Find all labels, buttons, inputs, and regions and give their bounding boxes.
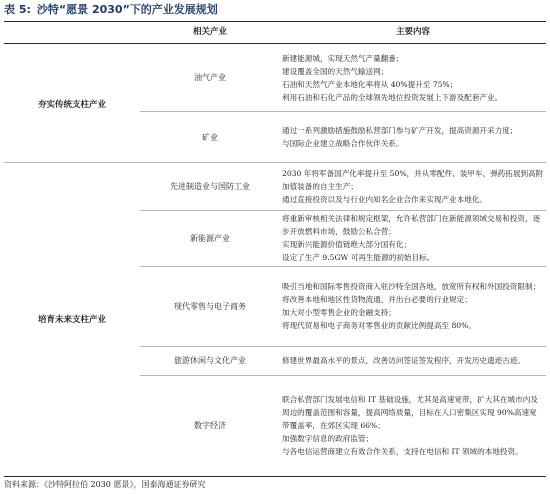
content-line: 加大对小型零售企业的金融支持； bbox=[282, 308, 396, 317]
content-digital-economy bbox=[282, 376, 544, 475]
sub-tourism-culture: 旅游休闲与文化产业 bbox=[174, 356, 246, 365]
content-line: 加强数字信息的政府监管； bbox=[282, 434, 374, 443]
category-future-pillar: 培育未来支柱产业 bbox=[37, 315, 106, 325]
content-retail-ecommerce bbox=[282, 267, 544, 345]
content-line: 将重新审核相关法律和规定框架，允许私营部门在新能源领域交易和投资，逐步开放燃料市场，鼓励公私合营； bbox=[282, 214, 541, 236]
sub-retail-ecommerce: 现代零售与电子商务 bbox=[174, 301, 246, 311]
content-oil-gas bbox=[282, 45, 544, 110]
header-sub-industry: 相关产业 bbox=[192, 27, 227, 37]
content-line: 将现代贸易和电子商务对零售业的贡献比例提高至 80%。 bbox=[282, 321, 476, 330]
content-line: 实现新兴能源价值链绝大部分国有化； bbox=[282, 240, 412, 249]
sub-advanced-manufacturing: 先进制造业与国防工业 bbox=[170, 182, 250, 191]
content-line: 吸引当地和国际零售投资商入驻沙特全国各地，放宽所有权和外国投资限制； bbox=[282, 282, 541, 291]
content-line: 通过直接投资以及与行业内知名企业合作来实现产业本地化。 bbox=[282, 195, 488, 204]
content-tourism-culture bbox=[282, 347, 544, 374]
content-line: 建设覆盖全国的天然气输送网； bbox=[282, 66, 389, 76]
content-line: 通过一系列激励措施鼓励私营部门参与矿产开发，提高资源开采力度； bbox=[282, 126, 518, 135]
content-line: 2030 年将军备国产化率提升至 50%，并从零配件、装甲车、弹药拓展到高附加值装备的自主生产； bbox=[282, 169, 544, 191]
source-note: 资料来源：《沙特阿拉伯 2030 愿景》，国泰海通证券研究 bbox=[4, 480, 206, 489]
sub-new-energy: 新能源产业 bbox=[190, 233, 230, 243]
sub-mining: 矿业 bbox=[202, 132, 218, 142]
content-line: 修建世界最高水平的景点，改善访问签证签发程序，开发历史遗迹古迹。 bbox=[282, 356, 525, 365]
content-line: 新建能源城，实现天然气产量翻番； bbox=[282, 53, 404, 63]
content-line: 与各电信运营商建立有效合作关系，支持在电信和 IT 领域的本地投资。 bbox=[282, 447, 523, 456]
content-line: 联合私营部门发展电信和 IT 基础设施，尤其是高速宽带，扩大其在城市内及周边的覆盖范围和容量，提高网络质量，目标在人口密集区实现 90%高速宽带覆盖率，在郊区实现 66%； bbox=[282, 395, 538, 430]
content-new-energy bbox=[282, 211, 544, 265]
content-line: 与国际企业建立战略合作伙伴关系。 bbox=[282, 139, 404, 148]
header-rule bbox=[4, 43, 546, 44]
content-line: 石油和天然气产业本地化率将从 40%提升至 75%； bbox=[282, 79, 458, 89]
table-title bbox=[4, 1, 218, 17]
category-traditional-pillar: 夯实传统支柱产业 bbox=[37, 99, 106, 110]
sub-oil-gas: 油气产业 bbox=[194, 73, 226, 82]
table-number: 表 5: bbox=[4, 3, 31, 16]
table-title-text: 沙特“愿景 2030”下的产业发展规划 bbox=[36, 3, 218, 16]
content-advanced-manufacturing bbox=[282, 163, 544, 210]
content-line: 设定了生产 9.5GW 可再生能源的初始目标。 bbox=[282, 253, 435, 262]
content-line: 将改善本地和地区性货物流通，并出台必要的行业规定； bbox=[282, 295, 472, 304]
content-mining bbox=[282, 112, 544, 162]
content-line: 利用石油和石化产品的全球领先地位投资发展上下游及配套产业。 bbox=[282, 92, 503, 102]
sub-digital-economy: 数字经济 bbox=[194, 421, 226, 430]
header-main-content: 主要内容 bbox=[395, 27, 430, 37]
bottom-rule bbox=[4, 476, 546, 477]
